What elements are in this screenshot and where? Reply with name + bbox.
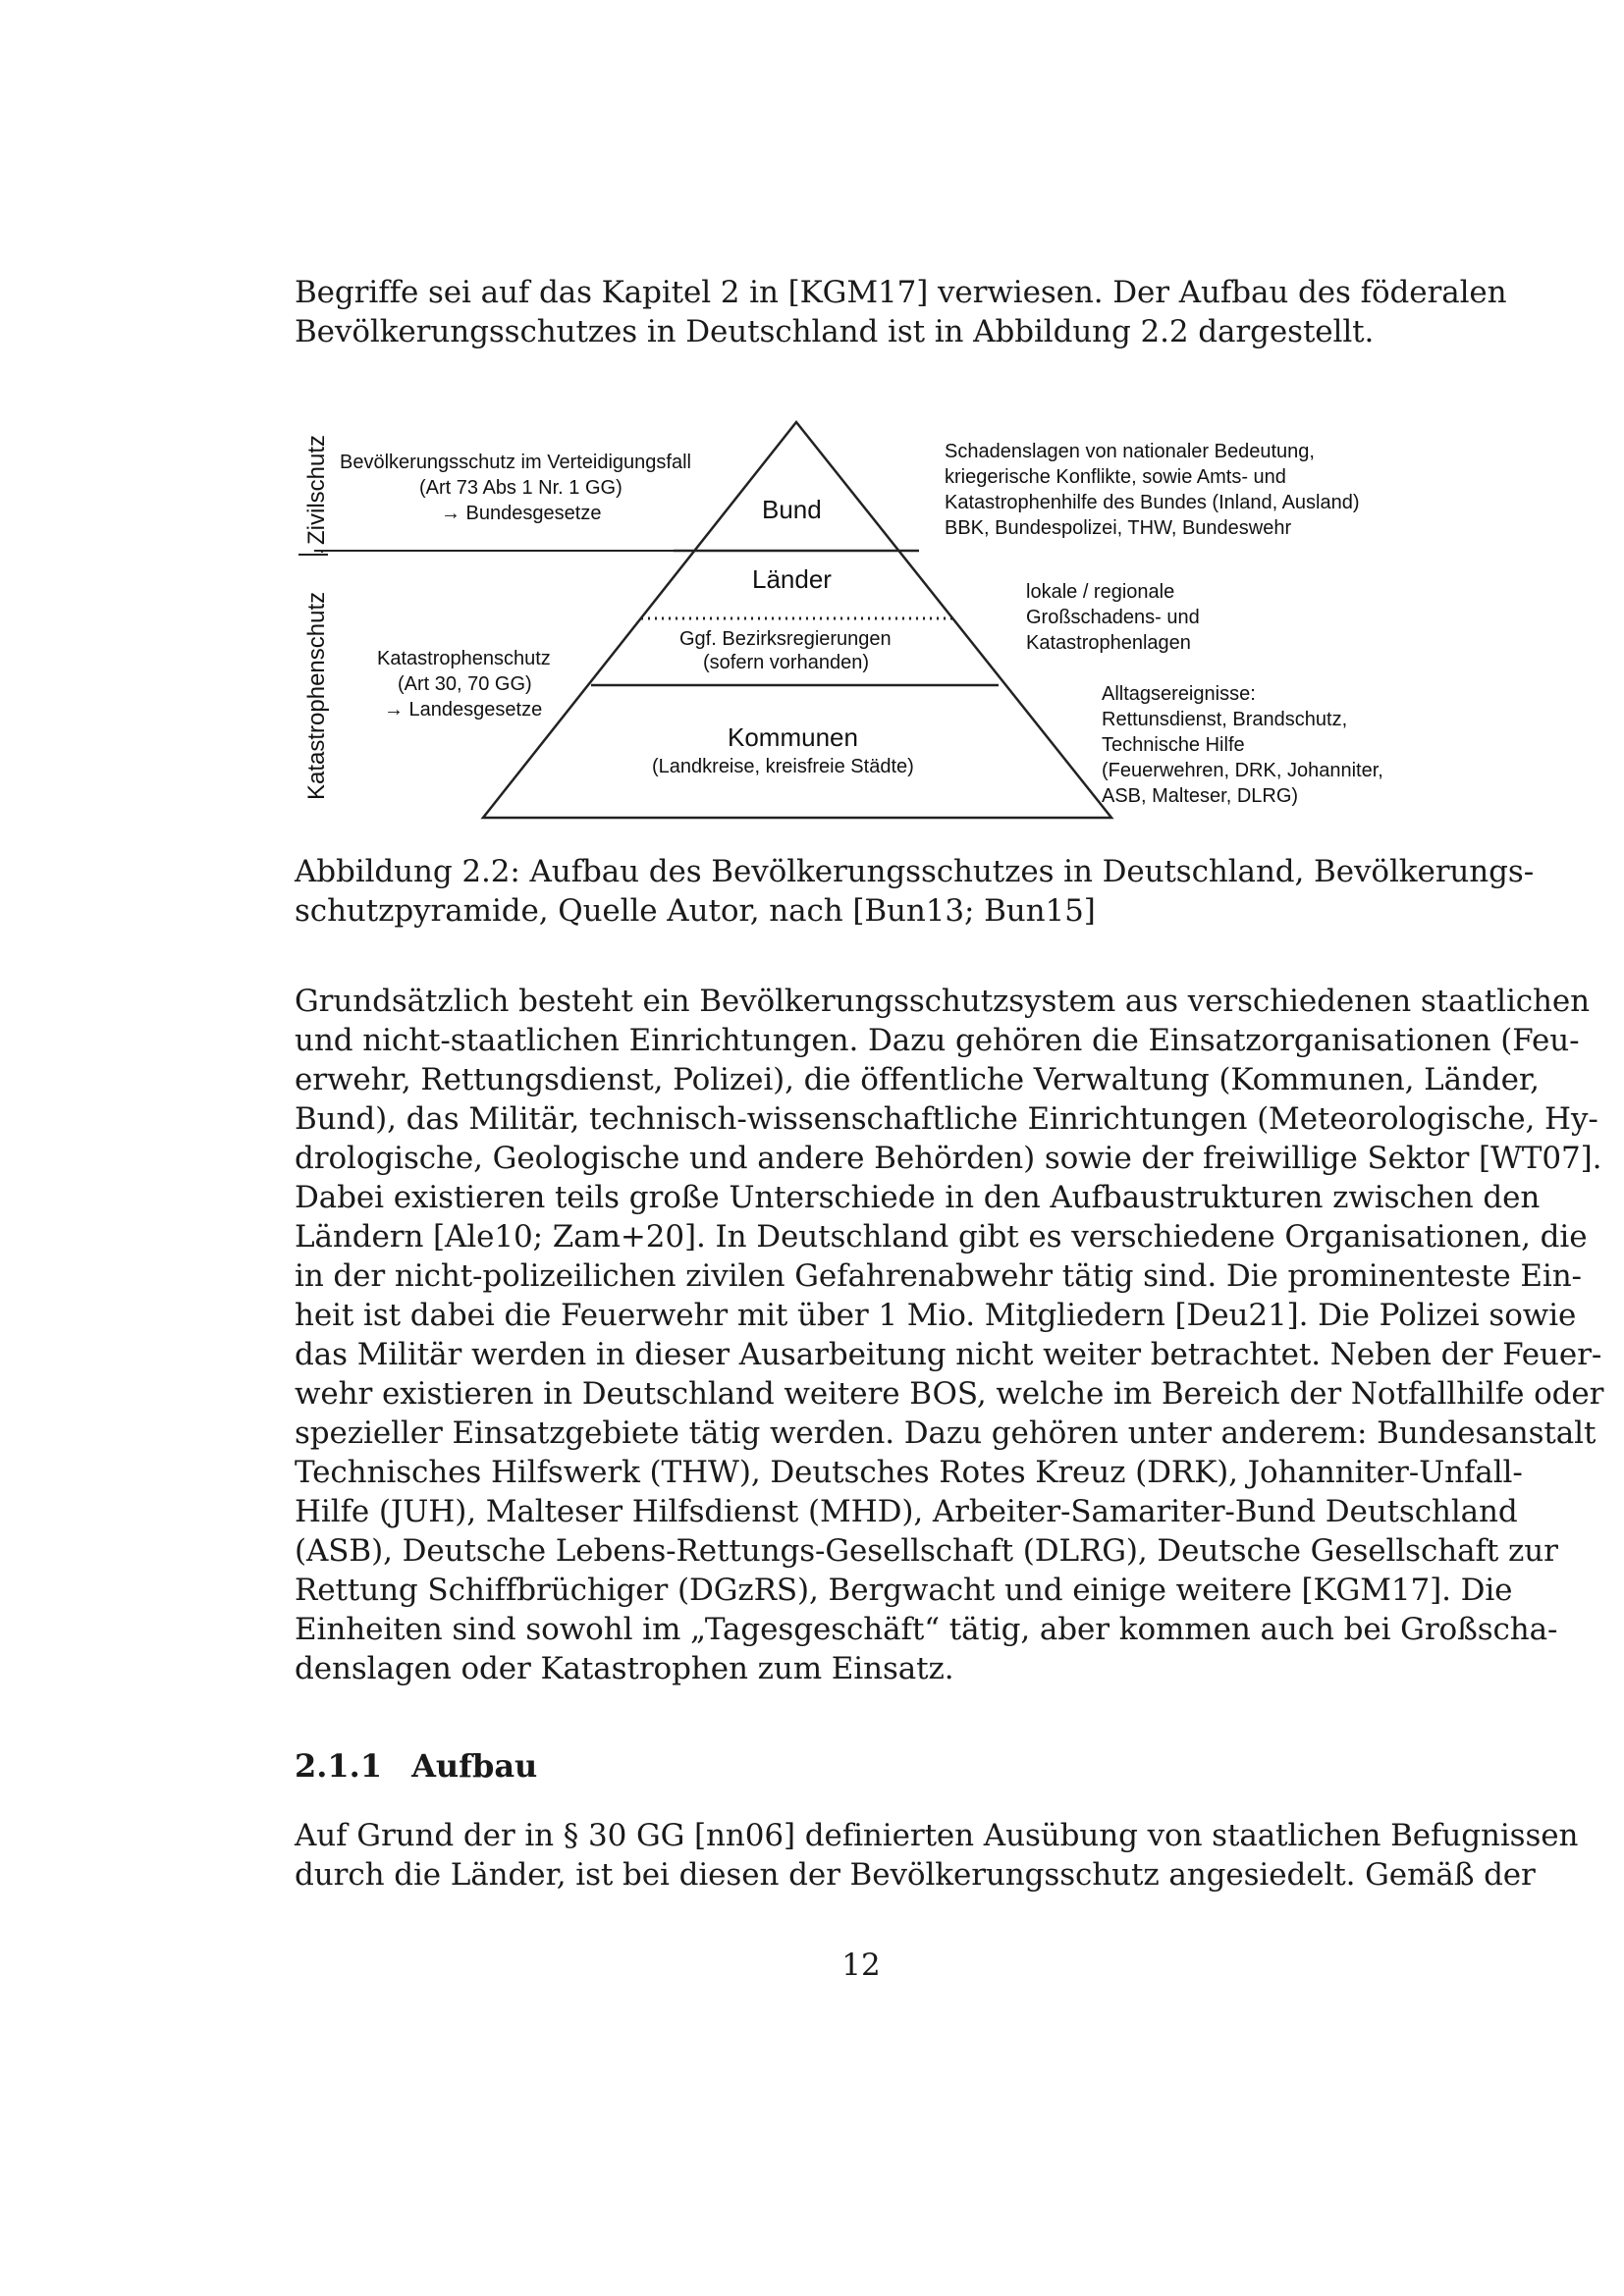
disaster-label-2: (Art 30, 70 GG) — [398, 673, 532, 695]
regional-label-2: Großschadens- und — [1026, 607, 1200, 628]
text-line: Hilfe (JUH), Malteser Hilfsdienst (MHD), Arbeiter-Samariter-Bund Deutschland — [295, 1494, 1518, 1529]
intro-paragraph — [295, 273, 1507, 351]
text-line: Ländern [Ale10; Zam+20]. In Deutschland gibt es verschiedene Organisationen, die — [295, 1219, 1588, 1255]
body-paragraph — [295, 982, 1604, 1688]
regional-label-1: lokale / regionale — [1026, 581, 1175, 603]
text-line: in der nicht-polizeilichen zivilen Gefahrenabwehr tätig sind. Die prominenteste Ein- — [295, 1258, 1582, 1294]
section-number: 2.1.1 — [295, 1747, 383, 1785]
everyday-label-4: (Feuerwehren, DRK, Johanniter, — [1102, 760, 1383, 781]
text-line: Grundsätzlich besteht ein Bevölkerungsschutzsystem aus verschiedenen staatlichen — [295, 984, 1590, 1019]
everyday-label-3: Technische Hilfe — [1102, 734, 1245, 756]
section-heading — [295, 1747, 537, 1785]
pyramid-label-bund: Bund — [762, 495, 822, 524]
text-line: (ASB), Deutsche Lebens-Rettungs-Gesellschaft (DLRG), Deutsche Gesellschaft zur — [295, 1533, 1558, 1569]
pyramid-label-kommunen-sub: (Landkreise, kreisfreie Städte) — [652, 756, 914, 777]
side-label-katastrophenschutz: Katastrophenschutz — [303, 591, 330, 800]
everyday-label-5: ASB, Malteser, DLRG) — [1102, 785, 1299, 807]
pyramid-label-bezirk-2: (sofern vorhanden) — [703, 652, 869, 673]
text-line: Auf Grund der in § 30 GG [nn06] definierten Ausübung von staatlichen Befugnissen — [295, 1818, 1579, 1853]
text-line: spezieller Einsatzgebiete tätig werden. Dazu gehören unter anderem: Bundesanstalt — [295, 1415, 1597, 1451]
pyramid-label-bezirk-1: Ggf. Bezirksregierungen — [679, 628, 892, 650]
text-line: heit ist dabei die Feuerwehr mit über 1 Mio. Mitgliedern [Deu21]. Die Polizei sowie — [295, 1298, 1577, 1333]
caption-line: schutzpyramide, Quelle Autor, nach [Bun13; Bun15] — [295, 893, 1096, 929]
body-paragraph — [295, 1816, 1579, 1895]
disaster-label-1: Katastrophenschutz — [377, 648, 551, 669]
figure-caption — [295, 852, 1535, 931]
text-line: wehr existieren in Deutschland weitere BOS, welche im Bereich der Notfallhilfe oder — [295, 1376, 1604, 1412]
disaster-label-3: → Landesgesetze — [384, 699, 543, 721]
text-line: durch die Länder, ist bei diesen der Bevölkerungsschutz angesiedelt. Gemäß der — [295, 1857, 1536, 1893]
everyday-label-2: Rettunsdienst, Brandschutz, — [1102, 709, 1348, 730]
text-line: Bund), das Militär, technisch-wissenschaftliche Einrichtungen (Meteorologische, Hy- — [295, 1101, 1598, 1137]
text-line: drologische, Geologische und andere Behörden) sowie der freiwillige Sektor [WT07]. — [295, 1141, 1602, 1176]
national-label-3: Katastrophenhilfe des Bundes (Inland, Ausland) — [945, 492, 1360, 513]
text-line: denslagen oder Katastrophen zum Einsatz. — [295, 1651, 954, 1686]
text-line: und nicht-staatlichen Einrichtungen. Dazu gehören die Einsatzorganisationen (Feu- — [295, 1023, 1580, 1058]
national-label-1: Schadenslagen von nationaler Bedeutung, — [945, 441, 1315, 462]
caption-line: Abbildung 2.2: Aufbau des Bevölkerungsschutzes in Deutschland, Bevölkerungs- — [295, 854, 1535, 889]
defense-label-2: (Art 73 Abs 1 Nr. 1 GG) — [419, 477, 623, 499]
regional-label-3: Katastrophenlagen — [1026, 632, 1191, 654]
defense-label-1: Bevölkerungsschutz im Verteidigungsfall — [340, 452, 691, 473]
side-label-zivilschutz: Zivilschutz — [303, 434, 330, 545]
text-line: Technisches Hilfswerk (THW), Deutsches Rotes Kreuz (DRK), Johanniter-Unfall- — [295, 1455, 1523, 1490]
national-label-4: BBK, Bundespolizei, THW, Bundeswehr — [945, 517, 1292, 539]
section-title: Aufbau — [411, 1747, 538, 1785]
everyday-label-1: Alltagsereignisse: — [1102, 683, 1256, 705]
text-line: Rettung Schiffbrüchiger (DGzRS), Bergwacht und einige weitere [KGM17]. Die — [295, 1573, 1513, 1608]
figure-pyramid — [295, 407, 1434, 820]
text-line: Bevölkerungsschutzes in Deutschland ist in Abbildung 2.2 dargestellt. — [295, 314, 1375, 349]
text-line: erwehr, Rettungsdienst, Polizei), die öffentliche Verwaltung (Kommunen, Länder, — [295, 1062, 1540, 1097]
text-line: Begriffe sei auf das Kapitel 2 in [KGM17] verwiesen. Der Aufbau des föderalen — [295, 275, 1507, 310]
pyramid-label-kommunen: Kommunen — [728, 722, 858, 752]
text-line: Einheiten sind sowohl im „Tagesgeschäft“ tätig, aber kommen auch bei Großscha- — [295, 1612, 1558, 1647]
national-label-2: kriegerische Konflikte, sowie Amts- und — [945, 466, 1286, 488]
text-line: Dabei existieren teils große Unterschiede in den Aufbaustrukturen zwischen den — [295, 1180, 1541, 1215]
defense-label-3: → Bundesgesetze — [441, 503, 602, 524]
text-line: das Militär werden in dieser Ausarbeitung nicht weiter betrachtet. Neben der Feuer- — [295, 1337, 1602, 1372]
pyramid-label-laender: Länder — [752, 564, 832, 594]
page-number: 12 — [841, 1948, 881, 1983]
